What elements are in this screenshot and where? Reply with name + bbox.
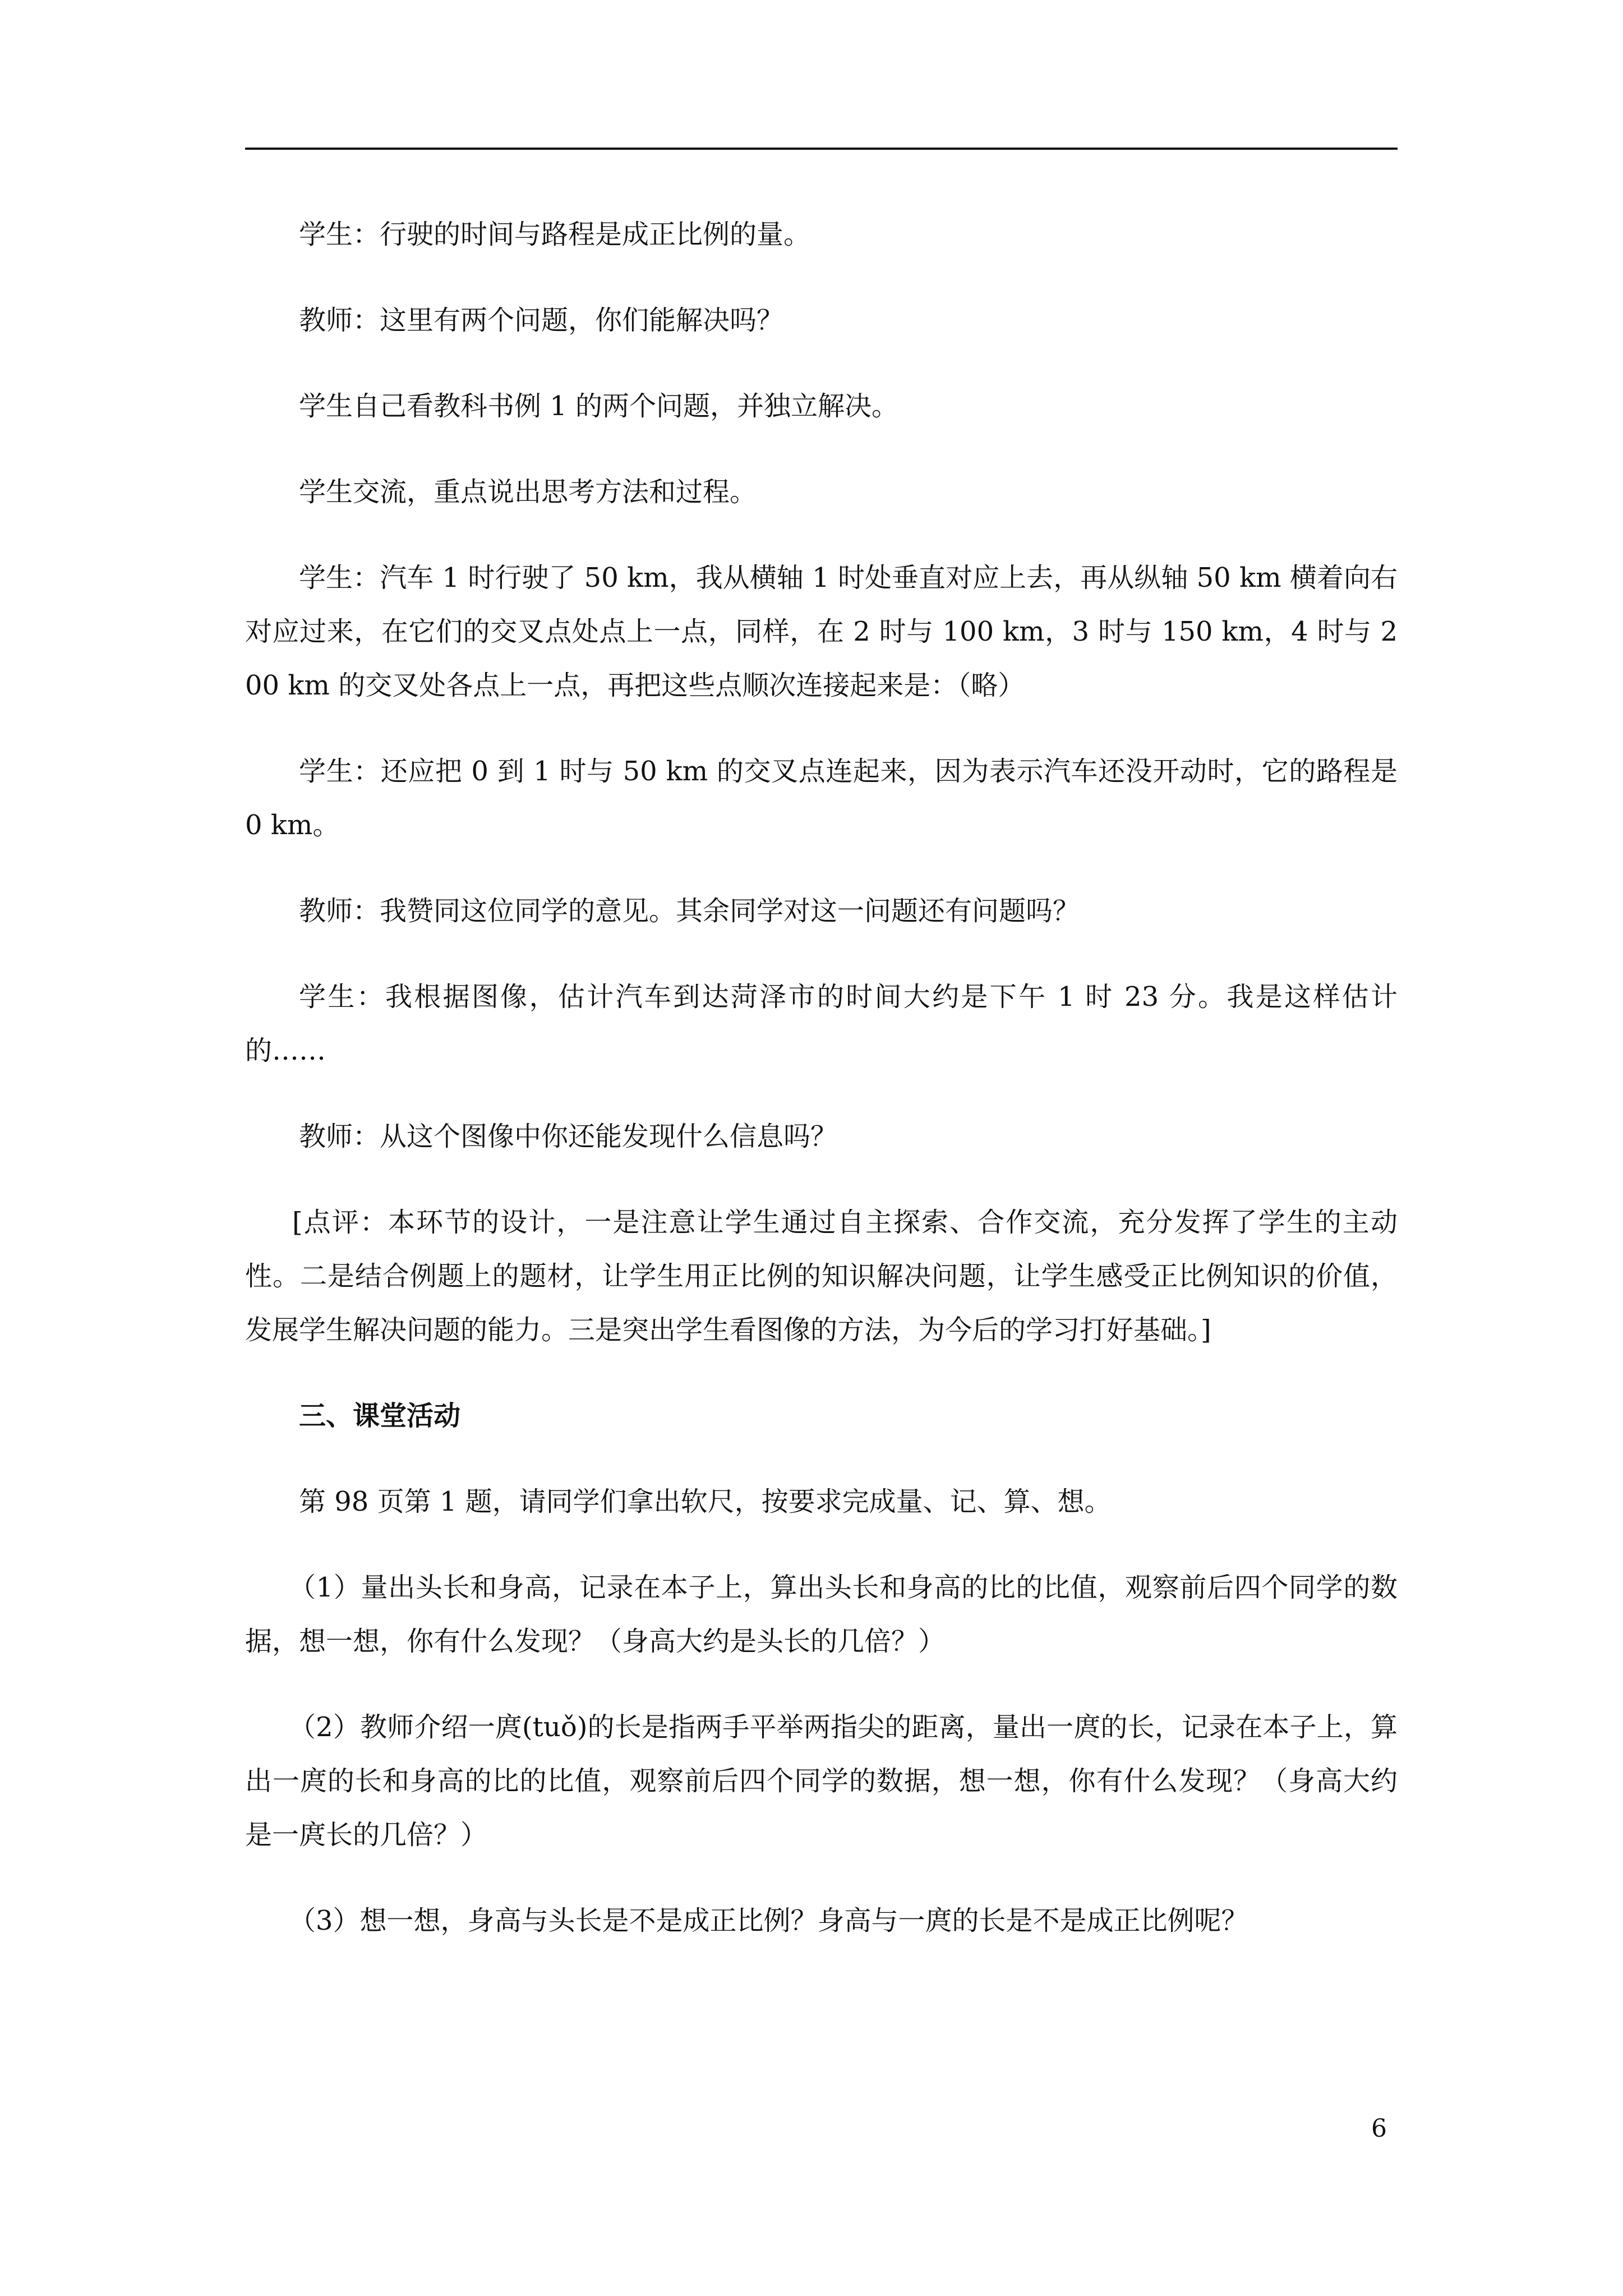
paragraph-student-answer-2: 学生：汽车 1 时行驶了 50 km，我从横轴 1 时处垂直对应上去，再从纵轴 50 km 横着向右对应过来，在它们的交叉点处点上一点，同样，在 2 时与 100 km，3 时与 150 km，4 时与 200 km 的交叉处各点上一点，再把这些点顺次连接起来是：（略） bbox=[245, 562, 1398, 701]
paragraph-review-note: [点评：本环节的设计，一是注意让学生通过自主探索、合作交流，充分发挥了学生的主动性。二是结合例题上的题材，让学生用正比例的知识解决问题，让学生感受正比例知识的价值，发展学生解决问题的能力。三是突出学生看图像的方法，为今后的学习打好基础。] bbox=[245, 1207, 1398, 1346]
paragraph-student-self-study: 学生自己看教科书例 1 的两个问题，并独立解决。 bbox=[299, 390, 899, 422]
paragraph-teacher-question-1: 教师：这里有两个问题，你们能解决吗？ bbox=[299, 305, 784, 336]
paragraph-activity-item-2: （2）教师介绍一庹(tuǒ)的长是指两手平举两指尖的距离，量出一庹的长，记录在本子上，算出一庹的长和身高的比的比值，观察前后四个同学的数据，想一想，你有什么发现？（身高大约是一庹长的几倍？） bbox=[245, 1711, 1398, 1851]
paragraph-student-estimate: 学生：我根据图像，估计汽车到达菏泽市的时间大约是下午 1 时 23 分。我是这样估计的…… bbox=[245, 981, 1398, 1066]
section-heading-classroom-activity: 三、课堂活动 bbox=[299, 1400, 461, 1432]
paragraph-activity-intro: 第 98 页第 1 题，请同学们拿出软尺，按要求完成量、记、算、想。 bbox=[299, 1486, 1112, 1517]
paragraph-teacher-comment: 教师：我赞同这位同学的意见。其余同学对这一问题还有问题吗？ bbox=[299, 895, 1080, 927]
document-body bbox=[245, 208, 1398, 1980]
page-number: 6 bbox=[1371, 2114, 1387, 2143]
paragraph-student-answer-3: 学生：还应把 0 到 1 时与 50 km 的交叉点连起来，因为表示汽车还没开动时，它的路程是 0 km。 bbox=[245, 756, 1398, 841]
paragraph-activity-item-3: （3）想一想，身高与头长是不是成正比例？身高与一庹的长是不是成正比例呢？ bbox=[289, 1905, 1248, 1936]
paragraph-student-answer-1: 学生：行驶的时间与路程是成正比例的量。 bbox=[299, 219, 811, 250]
paragraph-student-exchange: 学生交流，重点说出思考方法和过程。 bbox=[299, 476, 757, 508]
header-rule bbox=[245, 148, 1398, 150]
paragraph-activity-item-1: （1）量出头长和身高，记录在本子上，算出头长和身高的比的比值，观察前后四个同学的数据，想一想，你有什么发现？（身高大约是头长的几倍？） bbox=[245, 1572, 1398, 1657]
paragraph-teacher-question-2: 教师：从这个图像中你还能发现什么信息吗？ bbox=[299, 1121, 838, 1152]
